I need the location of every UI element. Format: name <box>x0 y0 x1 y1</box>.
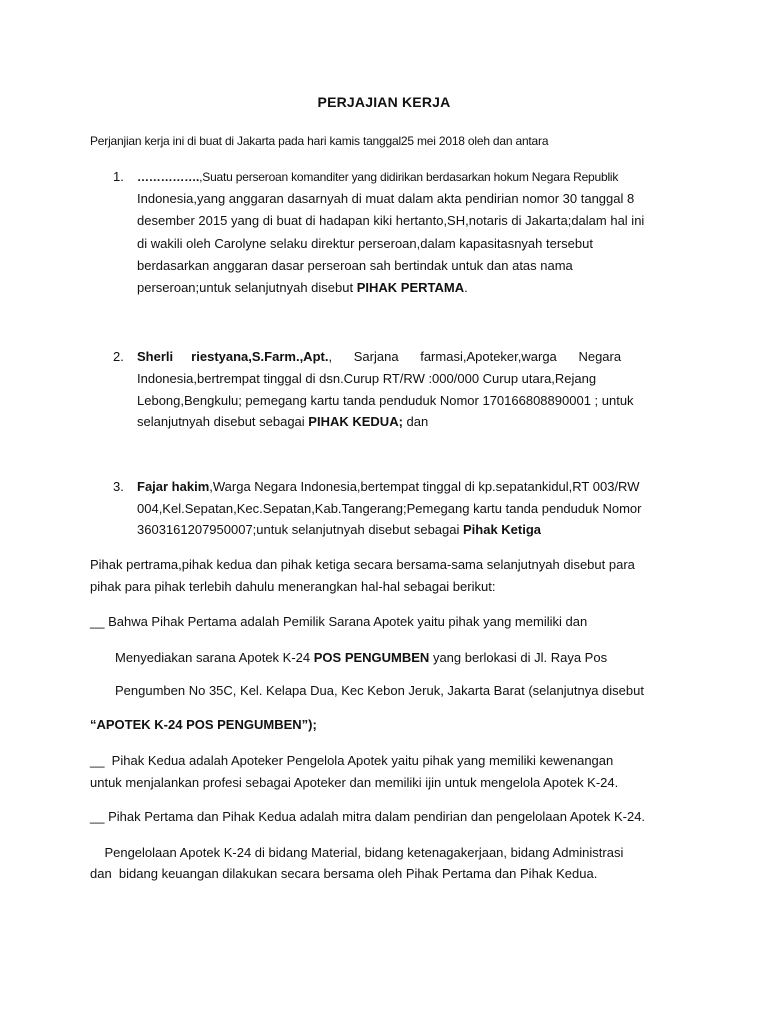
para1-line2: pihak para pihak terlebih dahulu menerangkan hal-hal sebagai berikut: <box>90 579 496 594</box>
party1-line1-rest: ,Suatu perseroan komanditer yang didirikan berdasarkan hokum Negara Republik <box>199 170 619 184</box>
party2-number: 2. <box>113 349 124 364</box>
party1-line4: di wakili oleh Carolyne selaku direktur perseroan,dalam kapasitasnyah tersebut <box>137 236 593 251</box>
party1-line3: desember 2015 yang di buat di hadapan kiki hertanto,SH,notaris di Jakarta;dalam hal ini <box>137 213 645 228</box>
party3-line3 <box>137 519 541 541</box>
party1-line6-post: . <box>464 280 468 295</box>
party2-line4-pre: selanjutnyah disebut sebagai <box>137 414 309 429</box>
party1-line1 <box>137 166 618 188</box>
intro-line: Perjanjian kerja ini di buat di Jakarta pada hari kamis tanggal25 mei 2018 oleh dan antara <box>90 134 549 148</box>
para2-line1: Pengelolaan Apotek K-24 di bidang Material, bidang ketenagakerjaan, bidang Administrasi <box>90 845 624 860</box>
item1-line2-pre: Menyediakan sarana Apotek K-24 <box>115 650 314 665</box>
party2-line4-post: dan <box>402 414 429 429</box>
item1-line3: Pengumben No 35C, Kel. Kelapa Dua, Kec Kebon Jeruk, Jakarta Barat (selanjutnya disebut <box>115 683 644 698</box>
party3-line1-rest: ,Warga Negara Indonesia,bertempat tinggal di kp.sepatankidul,RT 003/RW <box>209 479 640 494</box>
party2-role: PIHAK KEDUA; <box>308 414 403 429</box>
document-title: PERJAJIAN KERJA <box>317 94 451 110</box>
party1-line2: Indonesia,yang anggaran dasarnyah di muat dalam akta pendirian nomor 30 tanggal 8 <box>137 191 635 206</box>
party1-role: PIHAK PERTAMA <box>356 280 465 295</box>
party2-line1 <box>137 346 621 368</box>
party1-dots: ……………. <box>137 170 200 184</box>
party2-line2: Indonesia,bertrempat tinggal di dsn.Curup RT/RW :000/000 Curup utara,Rejang <box>137 371 597 386</box>
party3-line3-pre: 3603161207950007;untuk selanjutnyah disebut sebagai <box>137 522 463 537</box>
item2-line1: __ Pihak Kedua adalah Apoteker Pengelola Apotek yaitu pihak yang memiliki kewenangan <box>90 753 614 768</box>
party1-line6 <box>137 277 468 299</box>
party1-number: 1. <box>113 169 124 184</box>
party3-number: 3. <box>113 479 124 494</box>
party3-name: Fajar hakim <box>137 479 210 494</box>
party1-line6-pre: perseroan;untuk selanjutnyah disebut <box>137 280 357 295</box>
party3-line1 <box>137 476 639 498</box>
party2-line1-rest: , Sarjana farmasi,Apoteker,warga Negara <box>328 349 622 364</box>
item3-line1: __ Pihak Pertama dan Pihak Kedua adalah mitra dalam pendirian dan pengelolaan Apotek K-24. <box>90 809 646 824</box>
party3-line2: 004,Kel.Sepatan,Kec.Sepatan,Kab.Tangerang;Pemegang kartu tanda penduduk Nomor <box>137 501 642 516</box>
party2-name: Sherli riestyana,S.Farm.,Apt. <box>137 349 329 364</box>
party2-line4 <box>137 411 428 433</box>
para1-line1: Pihak pertrama,pihak kedua dan pihak ketiga secara bersama-sama selanjutnyah disebut para <box>90 557 635 572</box>
party3-role: Pihak Ketiga <box>463 522 542 537</box>
party2-line3: Lebong,Bengkulu; pemegang kartu tanda penduduk Nomor 170166808890001 ; untuk <box>137 393 634 408</box>
item1-line4: “APOTEK K-24 POS PENGUMBEN”); <box>90 717 317 732</box>
para2-line2: dan bidang keuangan dilakukan secara bersama oleh Pihak Pertama dan Pihak Kedua. <box>90 866 598 881</box>
item1-line2-post: yang berlokasi di Jl. Raya Pos <box>429 650 608 665</box>
item2-line2: untuk menjalankan profesi sebagai Apoteker dan memiliki ijin untuk mengelola Apotek K-24. <box>90 775 619 790</box>
item1-line1: __ Bahwa Pihak Pertama adalah Pemilik Sarana Apotek yaitu pihak yang memiliki dan <box>90 614 588 629</box>
item1-pharmacy-name: POS PENGUMBEN <box>313 650 430 665</box>
item1-line2 <box>115 647 607 669</box>
party1-line5: berdasarkan anggaran dasar perseroan sah bertindak untuk dan atas nama <box>137 258 573 273</box>
